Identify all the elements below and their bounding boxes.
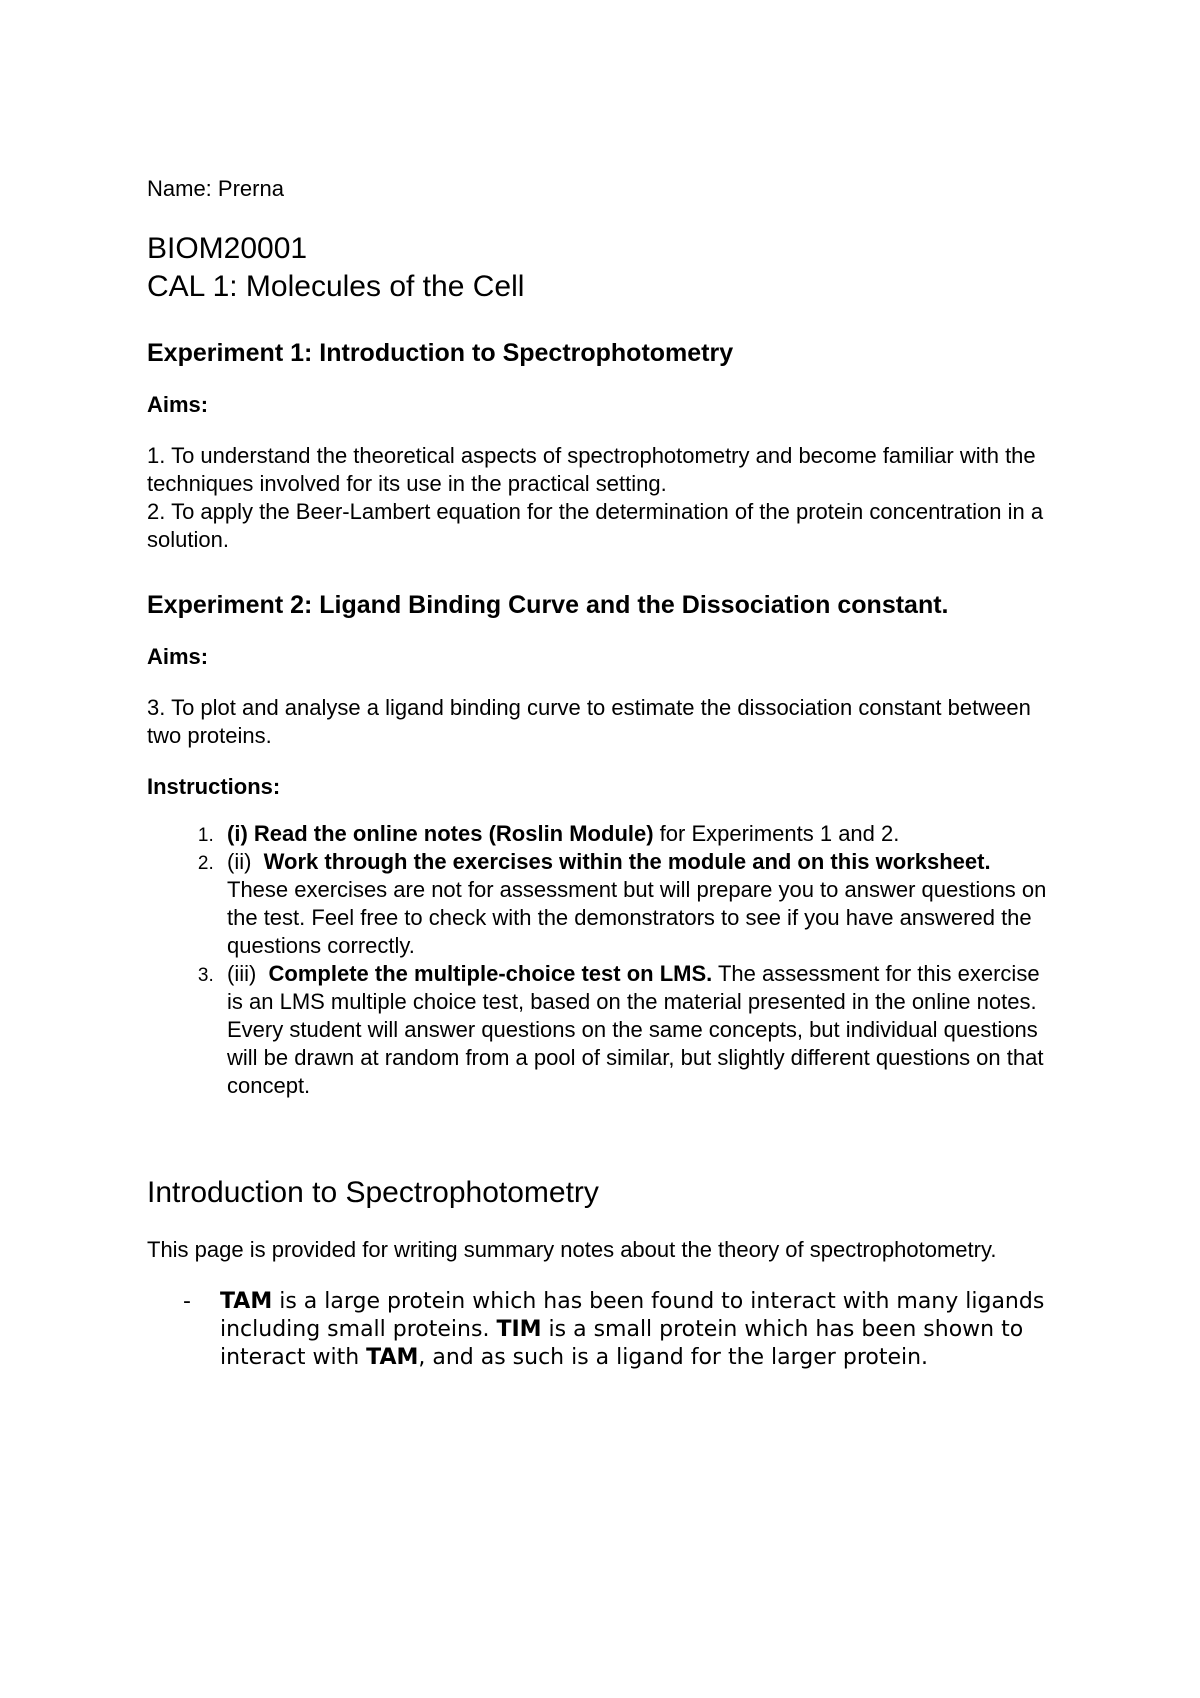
intro-title: Introduction to Spectrophotometry [147, 1176, 599, 1209]
instruction-3-prefix: (iii) [227, 961, 269, 986]
course-heading [147, 230, 1050, 306]
instruction-item [219, 848, 1050, 960]
experiment1-aims-label: Aims: [147, 392, 209, 417]
course-title: CAL 1: Molecules of the Cell [147, 270, 525, 303]
list-item [183, 1288, 1050, 1372]
experiment1-title: Experiment 1: Introduction to Spectrophotometry [147, 339, 734, 367]
instruction-item [219, 960, 1050, 1100]
instruction-3-text: The assessment for this exercise is an LMS multiple choice test, based on the material presented in the online notes. Every student will answer questions on the same concepts, but individual questions will be drawn at random from a pool of similar, but slightly different questions on that concept. [227, 961, 1044, 1098]
instruction-2-prefix: (ii) [227, 849, 264, 874]
dash-bullet: - [183, 1289, 191, 1314]
experiment2-aims-label: Aims: [147, 644, 209, 669]
note-term-tim: TIM [496, 1317, 542, 1342]
instruction-item [219, 820, 1050, 848]
aim-1: 1. To understand the theoretical aspects of spectrophotometry and become familiar with the techniques involved for its use in the practical setting. [147, 443, 1036, 496]
instruction-1-text: for Experiments 1 and 2. [653, 821, 900, 846]
note-term-tam-2: TAM [366, 1345, 419, 1370]
experiment2-title: Experiment 2: Ligand Binding Curve and the Dissociation constant. [147, 591, 949, 619]
aim-2: 2. To apply the Beer-Lambert equation for the determination of the protein concentration in a solution. [147, 499, 1044, 552]
aim-3: 3. To plot and analyse a ligand binding curve to estimate the dissociation constant between two proteins. [147, 695, 1031, 748]
summary-notes-list [147, 1288, 1050, 1372]
intro-description: This page is provided for writing summary notes about the theory of spectrophotometry. [147, 1237, 997, 1262]
name-label: Name: [147, 176, 212, 201]
note-text-3: , and as such is a ligand for the larger protein. [418, 1345, 929, 1370]
student-name-line [147, 174, 1050, 204]
note-text-1: is a large protein which has been found to interact with many ligands including small proteins. [220, 1289, 1045, 1342]
course-code: BIOM20001 [147, 232, 308, 265]
note-text-2: is a small protein which has been shown to interact with [220, 1317, 1024, 1370]
instruction-1-bold: (i) Read the online notes (Roslin Module) [227, 821, 654, 846]
instruction-2-bold: Work through the exercises within the module and on this worksheet. [263, 849, 991, 874]
instructions-label: Instructions: [147, 774, 281, 799]
instructions-list [147, 820, 1050, 1100]
name-value: Prerna [217, 176, 284, 201]
instruction-3-bold: Complete the multiple-choice test on LMS. [268, 961, 713, 986]
note-term-tam: TAM [220, 1289, 273, 1314]
instruction-2-text: These exercises are not for assessment but will prepare you to answer questions on the test. Feel free to check with the demonstrators to see if you have answered the questions correctly. [227, 877, 1047, 958]
